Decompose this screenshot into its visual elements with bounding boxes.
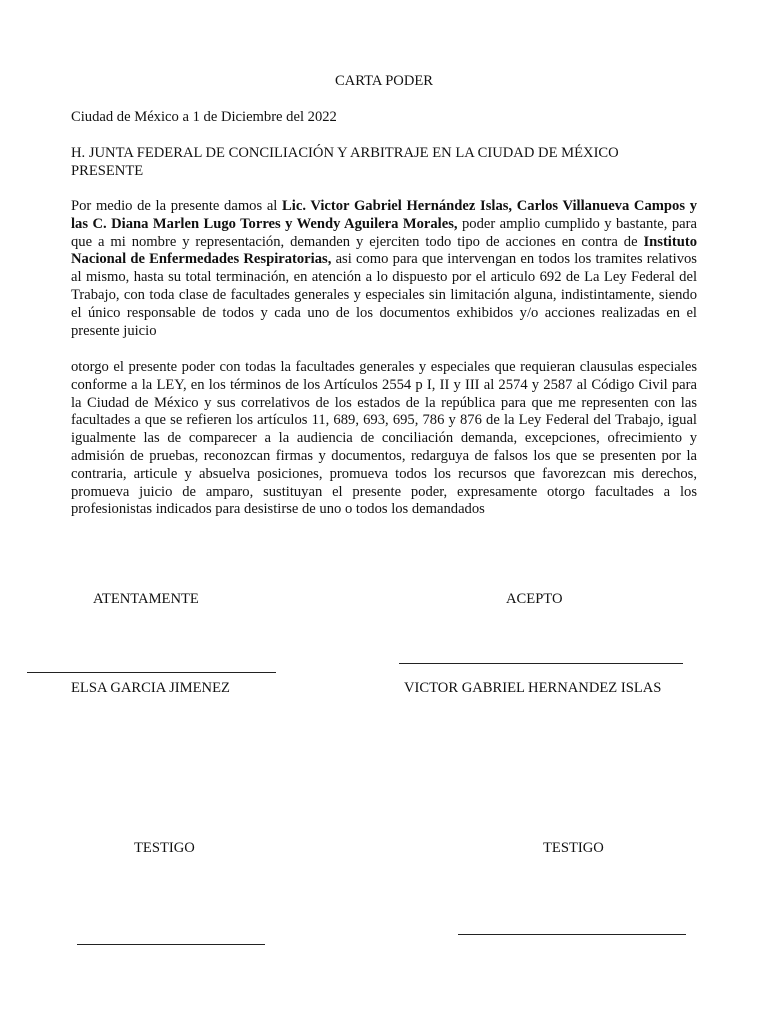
attorneys-names: Lic. Victor Gabriel Hernández Islas, Carlos Villanueva Campos y las C. Diana Marlen Lugo Torres y Wendy Aguilera Morales,: [71, 198, 697, 232]
paragraph1-text-3: asi como para que intervengan en todos los tramites relativos al mismo, hasta su total terminación, en atención a lo dispuesto por el articulo 692 de La Ley Federal del Trabajo, con toda clase de facultades generales y especiales sin limitación alguna, indistintamente, siendo el único responsable de todos y cada uno de los documentos exhibidos y/o acciones realizadas en el presente juicio: [71, 251, 697, 339]
paragraph-faculties: otorgo el presente poder con todas la facultades generales y especiales que requieran clausulas especiales conforme a la LEY, en los términos de los Artículos 2554 p I, II y III al 2574 y 2587 al Código Civil para la Ciudad de México y sus correlativos de los estados de la república para que me representen con las facultades a que se refieren los artículos 11, 689, 693, 695, 786 y 876 de la Ley Federal del Trabajo, igual igualmente las de comparecer a la audiencia de conciliación demanda, excepciones, ofrecimiento y admisión de pruebas, reconozcan firmas y documentos, redarguya de falsos los que se presenten por la contraria, articule y absuelva posiciones, promueva todos los recursos que favorezcan mis derechos, promueva juicio de amparo, sustituyan el presente poder, expresamente otorgo facultades a los profesionistas indicados para desistirse de uno o todos los demandados: [71, 359, 697, 518]
paragraph1-text-1: Por medio de la presente damos al: [71, 198, 283, 214]
right-signer-name: VICTOR GABRIEL HERNANDEZ ISLAS: [404, 680, 662, 696]
document-title: CARTA PODER: [334, 73, 434, 89]
right-witness-label: TESTIGO: [543, 840, 604, 856]
defendant-name: Instituto Nacional de Enfermedades Respiratorias,: [71, 233, 697, 268]
left-signer-name: ELSA GARCIA JIMENEZ: [71, 680, 230, 696]
paragraph-grant-of-power: [71, 198, 697, 340]
right-signature-heading: ACEPTO: [506, 591, 563, 607]
place-date: Ciudad de México a 1 de Diciembre del 2022: [71, 109, 337, 125]
addressee-line-1: H. JUNTA FEDERAL DE CONCILIACIÓN Y ARBITRAJE EN LA CIUDAD DE MÉXICO: [71, 145, 619, 161]
left-witness-signature-line: [77, 944, 265, 945]
paragraph1-text-2: poder amplio cumplido y bastante, para que a mi nombre y representación, demanden y ejerciten todo tipo de acciones en contra de: [71, 215, 697, 250]
right-witness-signature-line: [458, 934, 686, 935]
addressee-line-2: PRESENTE: [71, 163, 144, 179]
left-signature-heading: ATENTAMENTE: [93, 591, 199, 607]
left-witness-label: TESTIGO: [134, 840, 195, 856]
left-signature-line: [27, 672, 276, 673]
right-signature-line: [399, 663, 683, 664]
